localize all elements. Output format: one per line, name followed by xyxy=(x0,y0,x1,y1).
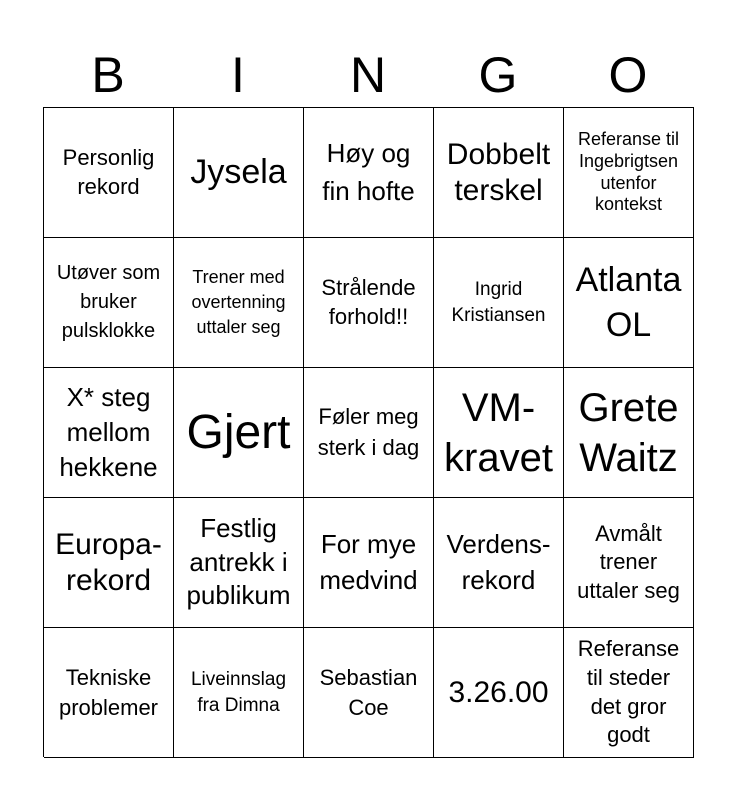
cell-text: Sebastian Coe xyxy=(319,664,418,720)
bingo-cell[interactable] xyxy=(434,238,564,368)
bingo-cell[interactable] xyxy=(434,628,564,758)
bingo-cell[interactable] xyxy=(304,108,434,238)
header-letter-o: O xyxy=(608,47,648,103)
cell-text: VM-kravet xyxy=(444,385,553,480)
cell-text: Referanse til steder det gror godt xyxy=(577,636,680,748)
cell-text: X* steg mellom hekkene xyxy=(59,381,158,483)
cell-text: For mye medvind xyxy=(319,529,418,595)
cell-text: 3.26.00 xyxy=(448,675,549,709)
bingo-cell[interactable] xyxy=(564,368,694,498)
bingo-cell[interactable] xyxy=(174,498,304,628)
bingo-cell[interactable] xyxy=(174,108,304,238)
bingo-cell[interactable] xyxy=(44,368,174,498)
bingo-cell[interactable] xyxy=(174,238,304,368)
cell-text: Tekniske problemer xyxy=(58,664,159,720)
bingo-cell[interactable] xyxy=(564,238,694,368)
cell-text: Gjert xyxy=(186,405,291,459)
cell-text: Jysela xyxy=(190,153,287,192)
cell-text: Høy og fin hofte xyxy=(322,137,415,206)
header-letter-i: I xyxy=(231,47,245,103)
cell-text: Trener med overtenning uttaler seg xyxy=(191,266,286,338)
bingo-cell[interactable] xyxy=(304,238,434,368)
bingo-cell[interactable] xyxy=(44,498,174,628)
bingo-grid xyxy=(43,107,694,757)
cell-text: Avmålt trener uttaler seg xyxy=(577,520,680,603)
cell-text: Ingrid Kristiansen xyxy=(451,278,546,326)
header-letter-g: G xyxy=(478,47,518,103)
cell-text: Strålende forhold!! xyxy=(321,274,416,329)
cell-text: Atlanta OL xyxy=(575,261,682,344)
bingo-cell[interactable] xyxy=(434,108,564,238)
bingo-cell[interactable] xyxy=(304,498,434,628)
bingo-cell[interactable] xyxy=(44,108,174,238)
cell-text: Personlig rekord xyxy=(62,144,155,199)
header-letter-n: N xyxy=(349,47,387,103)
cell-text: Grete Waitz xyxy=(578,385,679,480)
cell-text: Føler meg sterk i dag xyxy=(317,403,420,460)
header-letter-b: B xyxy=(91,47,125,103)
bingo-cell[interactable] xyxy=(564,498,694,628)
bingo-cell[interactable] xyxy=(44,238,174,368)
cell-text: Referanse til Ingebrigtsen utenfor kontekst xyxy=(577,129,680,215)
cell-text: Liveinnslag fra Dimna xyxy=(190,668,287,716)
bingo-cell[interactable] xyxy=(304,368,434,498)
bingo-header xyxy=(43,44,693,106)
bingo-cell[interactable] xyxy=(434,368,564,498)
bingo-cell[interactable] xyxy=(564,628,694,758)
bingo-cell[interactable] xyxy=(44,628,174,758)
bingo-cell[interactable] xyxy=(174,628,304,758)
bingo-cell[interactable] xyxy=(564,108,694,238)
bingo-cell[interactable] xyxy=(304,628,434,758)
cell-text: Europa-rekord xyxy=(55,527,162,597)
bingo-cell[interactable] xyxy=(434,498,564,628)
cell-text: Utøver som bruker pulsklokke xyxy=(56,262,161,342)
cell-text: Verdens-rekord xyxy=(446,529,551,595)
bingo-cell[interactable] xyxy=(174,368,304,498)
cell-text: Dobbelt terskel xyxy=(446,137,551,207)
cell-text: Festlig antrekk i publikum xyxy=(186,512,291,611)
